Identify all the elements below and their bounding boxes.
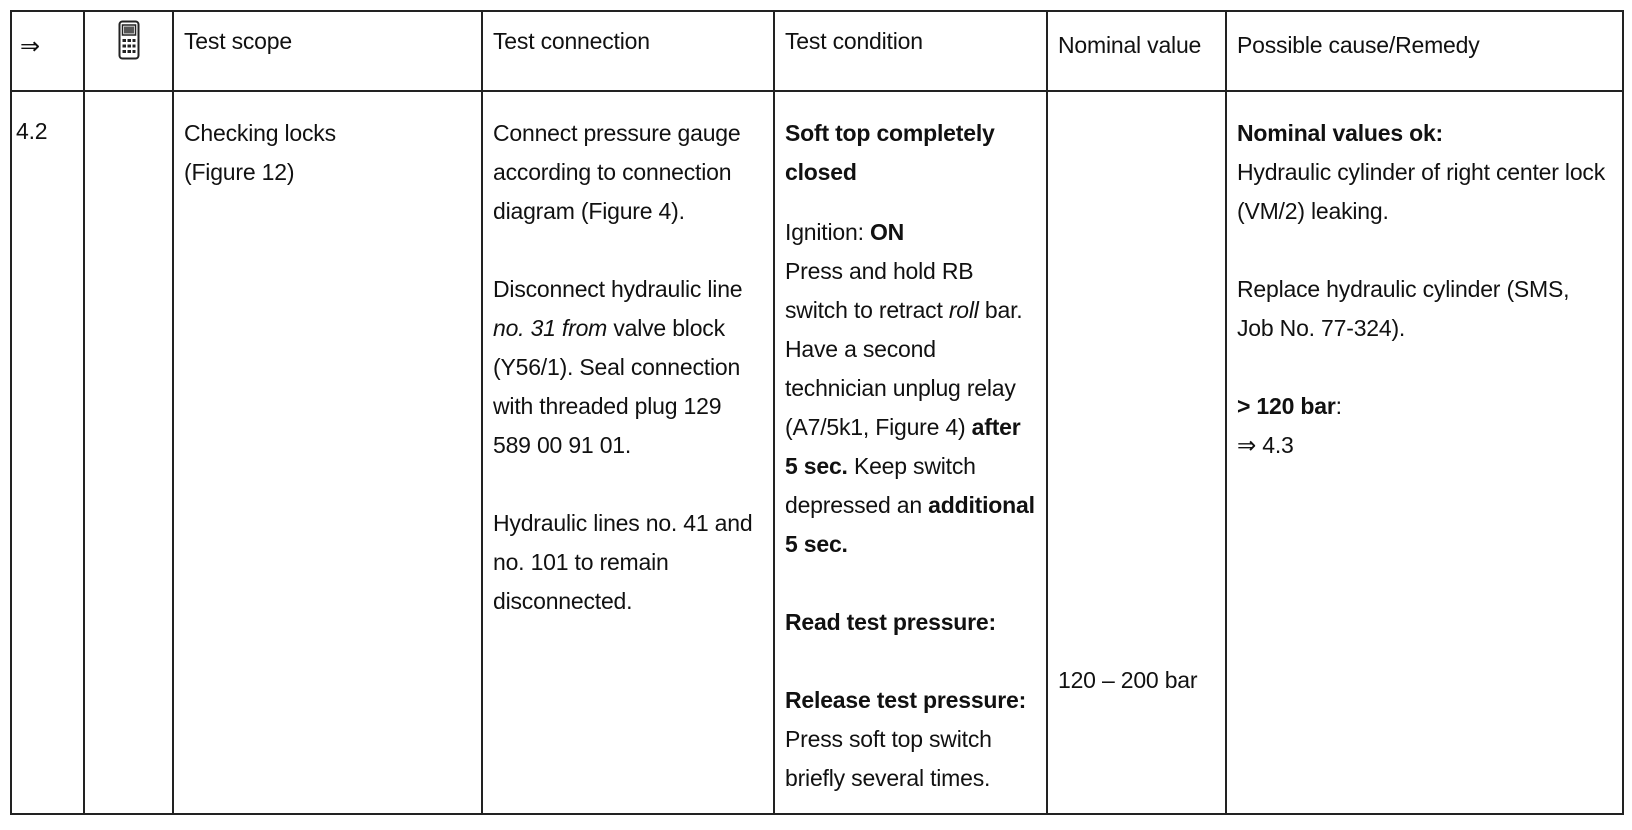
header-possible-cause: Possible cause/Remedy — [1226, 11, 1623, 91]
header-test-condition: Test condition — [774, 11, 1047, 91]
step-cell — [11, 91, 84, 814]
table-row — [11, 91, 1623, 814]
scope-line-1: Checking locks — [184, 120, 336, 146]
connection-paragraph-3: Hydraulic lines no. 41 and no. 101 to remain disconnected. — [493, 510, 753, 614]
header-test-connection: Test connection — [482, 11, 774, 91]
test-sheet — [10, 10, 1622, 815]
step-number: 4.2 — [16, 118, 48, 144]
cause-paragraph-1: Nominal values ok: Hydraulic cylinder of right center lock (VM/2) leaking. — [1237, 120, 1606, 224]
handheld-tester-icon — [118, 20, 140, 60]
condition-soft-top: Soft top completely closed — [785, 120, 995, 185]
scope-line-2: (Figure 12) — [184, 159, 295, 185]
cause-paragraph-2: Replace hydraulic cylinder (SMS, Job No. 77-324). — [1237, 276, 1570, 341]
arrow-header-symbol: ⇒ — [20, 33, 40, 60]
tester-cell — [84, 91, 173, 814]
condition-paragraph-2: Ignition: ON Press and hold RB switch to retract roll bar. Have a second technician unplug relay (A7/5k1, Figure 4) after 5 sec. Keep switch depressed an additional 5 sec. — [785, 219, 1035, 557]
header-nominal-value: Nominal value — [1047, 11, 1226, 91]
header-row — [11, 11, 1623, 91]
condition-cell — [774, 91, 1047, 814]
header-test-scope: Test scope — [173, 11, 482, 91]
cause-paragraph-3: > 120 bar: ⇒ 4.3 — [1237, 393, 1342, 458]
goto-step-link: ⇒ 4.3 — [1237, 432, 1294, 458]
connection-paragraph-1: Connect pressure gauge according to connection diagram (Figure 4). — [493, 120, 741, 224]
test-table — [10, 10, 1624, 815]
condition-read-pressure: Read test pressure: — [785, 609, 996, 635]
header-tester — [84, 11, 173, 91]
scope-cell — [173, 91, 482, 814]
header-step — [11, 11, 84, 91]
connection-paragraph-2: Disconnect hydraulic line no. 31 from valve block (Y56/1). Seal connection with threaded plug 129 589 00 91 01. — [493, 276, 743, 458]
connection-cell — [482, 91, 774, 814]
nominal-value: 120 – 200 bar — [1058, 667, 1198, 693]
cause-cell — [1226, 91, 1623, 814]
nominal-cell — [1047, 91, 1226, 814]
condition-release: Release test pressure: Press soft top switch briefly several times. — [785, 687, 1027, 791]
